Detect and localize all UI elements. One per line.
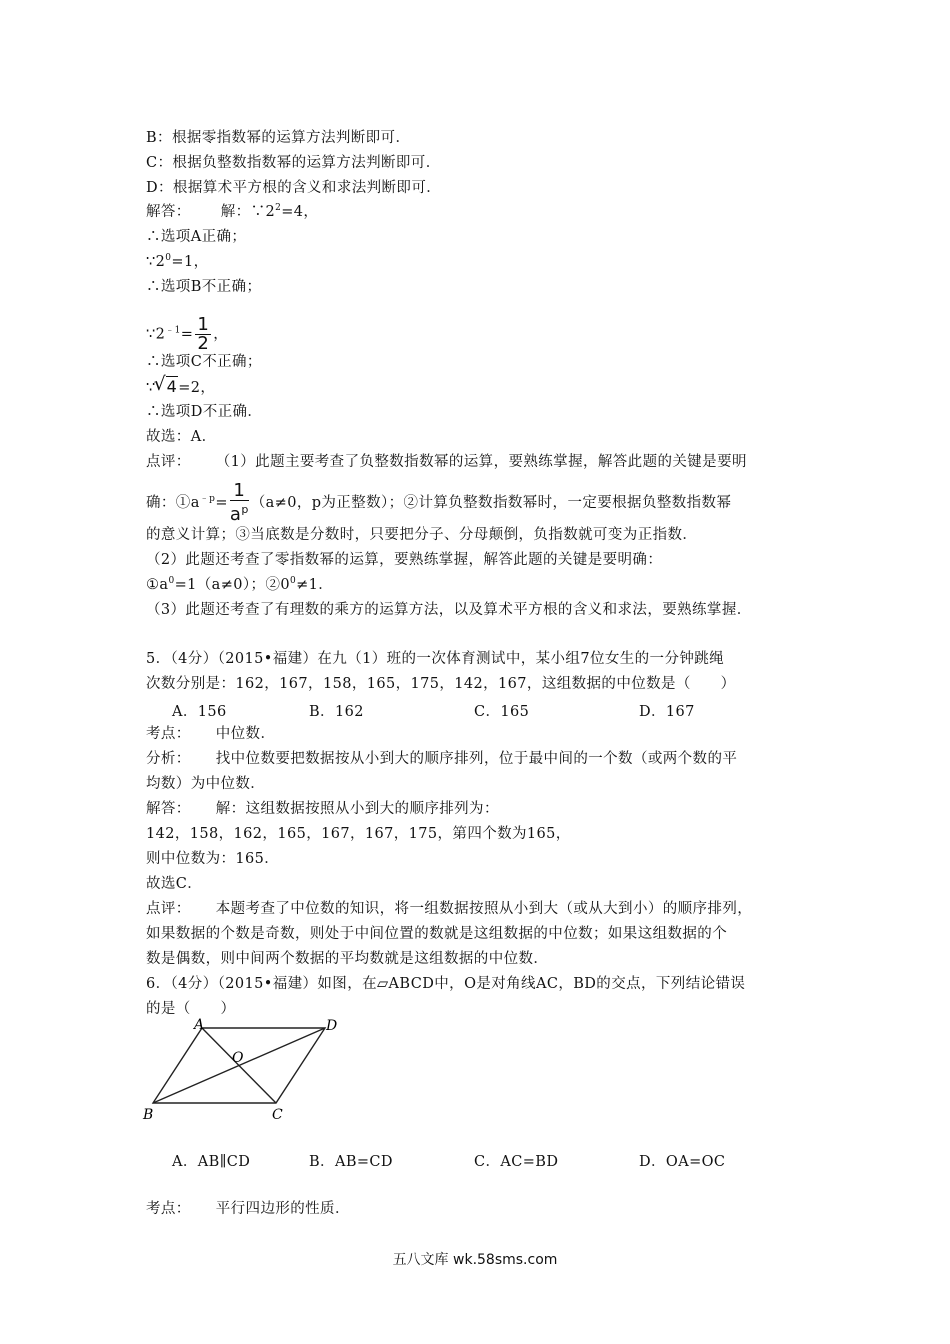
question-5-stem: 5．（4分）（2015•福建）在九（1）班的一次体育测试中，某小组7位女生的一分钟跳绳 xyxy=(146,651,725,667)
option-c: C．165 xyxy=(474,704,530,720)
square-root: √ 4 xyxy=(156,377,179,398)
text-line: ∴选项C不正确； xyxy=(146,354,262,370)
section-label: 考点： xyxy=(146,1201,191,1217)
option-b: B．162 xyxy=(309,704,364,720)
text-line: D：根据算术平方根的含义和求法判断即可． xyxy=(146,180,442,196)
fraction: $\frac{1}{a^p}$ xyxy=(229,480,249,525)
option-d: D．OA=OC xyxy=(639,1154,726,1170)
text-line: ∴选项B不正确； xyxy=(146,279,262,295)
vertex-label-b: B xyxy=(143,1107,154,1123)
text-line: 的意义计算；③当底数是分数时，只要把分子、分母颠倒，负指数就可变为正指数． xyxy=(146,527,698,543)
text-line: 点评： （1）此题主要考查了负整数指数幂的运算，要熟练掌握，解答此题的关键是要明 xyxy=(146,454,747,470)
section-label: 点评： xyxy=(146,454,191,470)
section-label: 解答： xyxy=(146,204,191,220)
text-line: 点评： 本题考查了中位数的知识，将一组数据按照从小到大（或从大到小）的顺序排列， xyxy=(146,901,753,917)
parallelogram-figure xyxy=(140,1016,350,1128)
section-label: 分析： xyxy=(146,751,191,767)
option-a: A．156 xyxy=(172,704,227,720)
text-line: $\because 2^0=1$， xyxy=(146,253,209,270)
fraction: $\frac{1}{2}$ xyxy=(197,314,210,354)
vertex-label-a: A xyxy=(194,1017,205,1033)
text-line: 分析： 找中位数要把数据按从小到大的顺序排列，位于最中间的一个数（或两个数的平 xyxy=(146,751,738,767)
section-label: 考点： xyxy=(146,726,191,742)
question-6-stem: 的是（ ） xyxy=(146,1001,236,1017)
text-line: 解答： 解：$\because 2^2=4$， xyxy=(146,203,319,220)
text-line: 故选C． xyxy=(146,876,203,892)
section-label: 解答： xyxy=(146,801,191,817)
text-line: 考点： 中位数． xyxy=(146,726,276,742)
text-line: $\because 2^{﹣1}=$ $\frac{1}{2}$ ， xyxy=(146,314,229,354)
text-line: C：根据负整数指数幂的运算方法判断即可． xyxy=(146,155,441,171)
text-line: ∵√ 4=2， xyxy=(146,377,215,398)
text-line: $①a^0=1(a\ne 0)$；$②0^0\ne 1$． xyxy=(146,576,334,593)
text-line: 数是偶数，则中间两个数据的平均数就是这组数据的中位数． xyxy=(146,951,549,967)
center-label-o: O xyxy=(232,1050,244,1066)
text-line: 考点： 平行四边形的性质． xyxy=(146,1201,350,1217)
section-label: 点评： xyxy=(146,901,191,917)
text-line: 故选：A． xyxy=(146,429,217,445)
text-line: 如果数据的个数是奇数，则处于中间位置的数就是这组数据的中位数；如果这组数据的个 xyxy=(146,926,728,942)
page-footer: 五八文库 wk.58sms.com xyxy=(392,1252,558,1268)
text-line: 均数）为中位数． xyxy=(146,776,266,792)
question-6-stem: 6．（4分）（2015•福建）如图，在▱ABCD中，O是对角线AC，BD的交点，下列结论错误 xyxy=(146,976,746,992)
text-line: 解答： 解：这组数据按照从小到大的顺序排列为： xyxy=(146,801,499,817)
text-line: ∴选项D不正确． xyxy=(146,404,263,420)
text-line: B：根据零指数幂的运算方法判断即可． xyxy=(146,130,411,146)
vertex-label-c: C xyxy=(272,1107,283,1123)
text-line: （3）此题还考查了有理数的乘方的运算方法，以及算术平方根的含义和求法，要熟练掌握． xyxy=(146,602,752,618)
question-5-stem: 次数分别是：162，167，158，165，175，142，167，这组数据的中位数是（ ） xyxy=(146,676,736,692)
text-line: 确：$①a^{﹣p}=$ $\frac{1}{a^p}$ （a≠0，p为正整数）；②计算负整数指数幂时，一定要根据负整数指数幂 xyxy=(146,480,732,525)
option-a: A．AB∥CD xyxy=(172,1154,251,1170)
text-line: 则中位数为：165． xyxy=(146,851,280,867)
vertex-label-d: D xyxy=(326,1018,338,1034)
option-c: C．AC=BD xyxy=(474,1154,559,1170)
option-d: D．167 xyxy=(639,704,695,720)
text-line: ∴选项A正确； xyxy=(146,229,247,245)
option-b: B．AB=CD xyxy=(309,1154,393,1170)
text-line: 142，158，162，165，167，167，175，第四个数为165， xyxy=(146,826,571,842)
text-line: （2）此题还考查了零指数幂的运算，要熟练掌握，解答此题的关键是要明确： xyxy=(146,552,663,568)
